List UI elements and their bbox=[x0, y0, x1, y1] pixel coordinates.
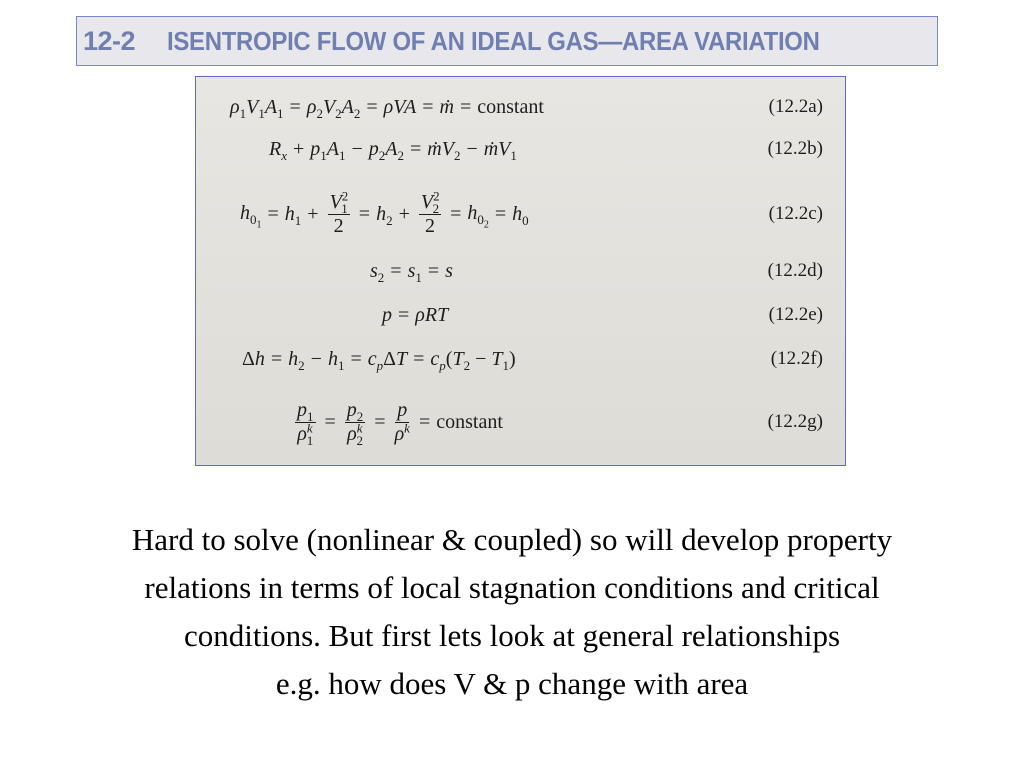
equation-12-2d-math: $s_2$ = $s_1$ = s bbox=[370, 259, 453, 285]
caption-line-2: relations in terms of local stagnation conditions and critical bbox=[144, 570, 880, 605]
caption-line-3: conditions. But first lets look at general relationships bbox=[183, 618, 841, 653]
equation-12-2a-constant: constant bbox=[477, 95, 544, 118]
caption-line-4: e.g. how does V & p change with area bbox=[275, 666, 749, 701]
equation-12-2f-math: Δh = $h_2$ − $h_1$ = $c_p\Delta T$ = $c_p(T_2 - T_1)$ bbox=[242, 347, 516, 373]
equation-12-2g bbox=[196, 397, 845, 447]
equation-12-2c-label: (12.2c) bbox=[768, 203, 823, 224]
equation-12-2b-label: (12.2b) bbox=[767, 138, 823, 159]
equation-12-2g-constant: constant bbox=[436, 410, 503, 433]
equation-12-2f-label: (12.2f) bbox=[770, 348, 823, 369]
equation-12-2e-label: (12.2e) bbox=[768, 304, 823, 325]
equation-12-2d bbox=[196, 251, 845, 291]
caption-text bbox=[0, 516, 1024, 708]
equation-12-2e-math: p = ρRT bbox=[382, 303, 449, 326]
equation-12-2b-math: $R_x$ + $p_1A_1$ − $p_2A_2$ = ṁV$_2$ − ṁV$_1$ bbox=[269, 137, 517, 163]
section-number: 12-2 bbox=[83, 25, 136, 56]
section-title: ISENTROPIC FLOW OF AN IDEAL GAS—AREA VARIATION bbox=[167, 25, 820, 56]
equation-12-2d-label: (12.2d) bbox=[767, 260, 823, 281]
equation-12-2a bbox=[196, 87, 845, 127]
equation-12-2g-math: $\frac{p_1}{\rho^k_1}$ = $\frac{p_2}{\rho^k_2}$ = $\frac{p}{\rho^k}$ = constant bbox=[297, 398, 503, 448]
equation-panel bbox=[195, 76, 846, 466]
equation-12-2g-label: (12.2g) bbox=[767, 411, 823, 432]
equation-12-2a-label: (12.2a) bbox=[768, 96, 823, 117]
equation-12-2e bbox=[196, 295, 845, 335]
equation-12-2c bbox=[196, 187, 845, 237]
section-header bbox=[76, 16, 938, 66]
equation-12-2a-math: $\rho_1V_1A_1$ = $\rho_2V_2A_2$ = ρVA = ṁ = constant bbox=[230, 95, 544, 121]
equation-12-2c-math: $h_{0_1}$ = $h_1$ + $\frac{V^2_1}{2}$ = $h_2$ + $\frac{V^2_2}{2}$ = $h_{0_2}$ = $h_0$ bbox=[240, 187, 529, 237]
equation-12-2f bbox=[196, 339, 845, 379]
caption-line-1: Hard to solve (nonlinear & coupled) so will develop property bbox=[131, 522, 893, 557]
equation-12-2b bbox=[196, 129, 845, 169]
